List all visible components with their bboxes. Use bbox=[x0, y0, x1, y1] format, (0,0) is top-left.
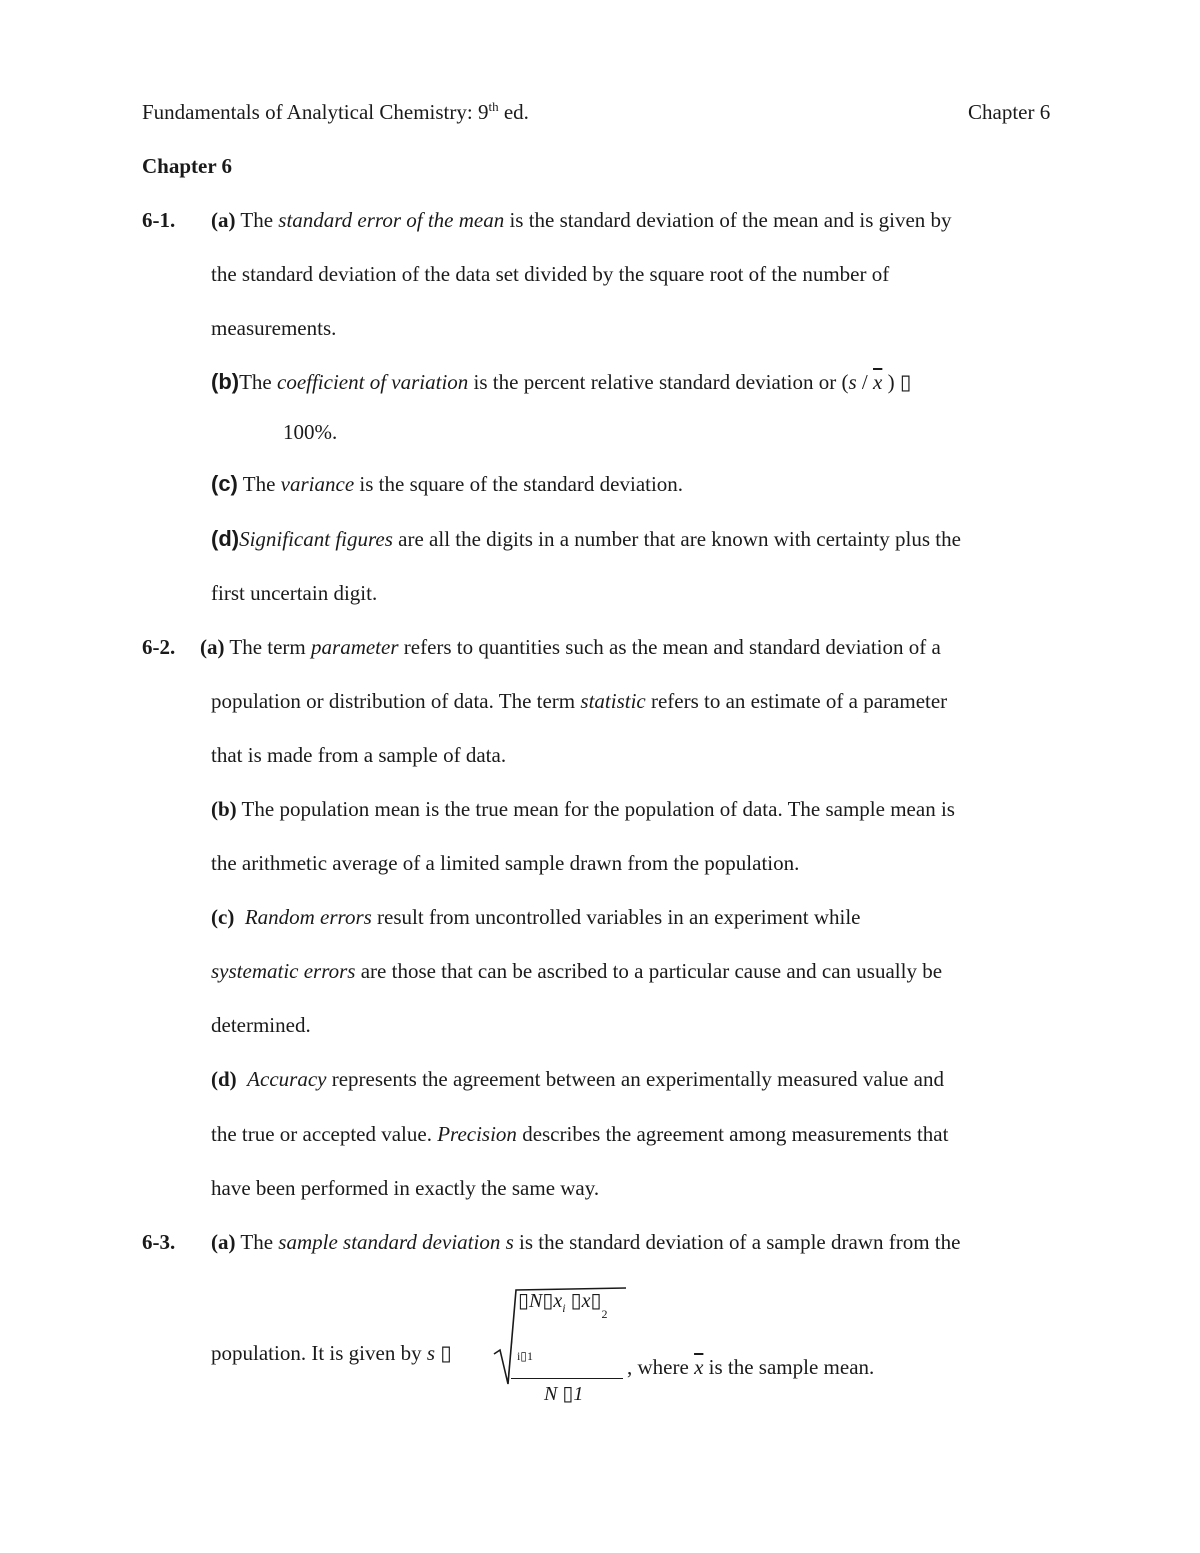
p62-b-line2: the arithmetic average of a limited sample drawn from the population. bbox=[211, 851, 800, 875]
chapter-title: Chapter 6 bbox=[142, 154, 233, 178]
problem-number-6-2: 6-2. bbox=[142, 635, 176, 659]
problem-number-6-3: 6-3. bbox=[142, 1230, 176, 1254]
p61-c-line1: (c) The variance is the square of the standard deviation. bbox=[211, 471, 684, 496]
p62-a-line2: population or distribution of data. The term statistic refers to an estimate of a parameter bbox=[211, 689, 948, 713]
p61-d-line1: (d)Significant figures are all the digits in a number that are known with certainty plus the bbox=[211, 526, 961, 551]
p62-c-line1: (c) Random errors result from uncontrolled variables in an experiment while bbox=[211, 905, 861, 929]
p63-formula-trail: , where $\overline{x}$ is the sample mean. bbox=[627, 1355, 875, 1379]
p61-a-line2: the standard deviation of the data set divided by the square root of the number of bbox=[211, 262, 890, 286]
p63-a-line1: (a) The sample standard deviation s is the standard deviation of a sample drawn from the bbox=[211, 1230, 961, 1254]
fraction-bar bbox=[511, 1378, 623, 1379]
p62-c-line3: determined. bbox=[211, 1013, 311, 1037]
formula-sum-index: i▯1 bbox=[517, 1349, 533, 1363]
running-header-chapter: Chapter 6 bbox=[968, 100, 1051, 124]
p62-a-line1: (a) The term parameter refers to quantities such as the mean and standard deviation of a bbox=[200, 635, 941, 659]
formula-numerator: $▯N▯x_i$ $▯x▯_2$ bbox=[518, 1290, 608, 1321]
p61-b-line1: (b)The coefficient of variation is the percent relative standard deviation or ($s / \overline{x}$ ) ▯ bbox=[211, 369, 912, 394]
running-header-title: Fundamentals of Analytical Chemistry: 9th ed. bbox=[142, 99, 529, 124]
p62-d-line2: the true or accepted value. Precision describes the agreement among measurements that bbox=[211, 1122, 949, 1146]
p63-formula-lead: population. It is given by s ▯ bbox=[211, 1341, 452, 1365]
p62-d-line1: (d) Accuracy represents the agreement between an experimentally measured value and bbox=[211, 1067, 944, 1091]
p62-a-line3: that is made from a sample of data. bbox=[211, 743, 507, 767]
p62-d-line3: have been performed in exactly the same way. bbox=[211, 1176, 600, 1200]
p62-c-line2: systematic errors are those that can be ascribed to a particular cause and can usually be bbox=[211, 959, 943, 983]
formula-denominator: N ▯1 bbox=[544, 1383, 584, 1405]
problem-number-6-1: 6-1. bbox=[142, 208, 176, 232]
p61-a-line3: measurements. bbox=[211, 316, 337, 340]
p61-b-line2: 100%. bbox=[283, 420, 338, 444]
p61-d-line2: first uncertain digit. bbox=[211, 581, 378, 605]
p62-b-line1: (b) The population mean is the true mean for the population of data. The sample mean is bbox=[211, 797, 955, 821]
p61-a-line1: (a) The standard error of the mean is the standard deviation of the mean and is given by bbox=[211, 208, 952, 232]
